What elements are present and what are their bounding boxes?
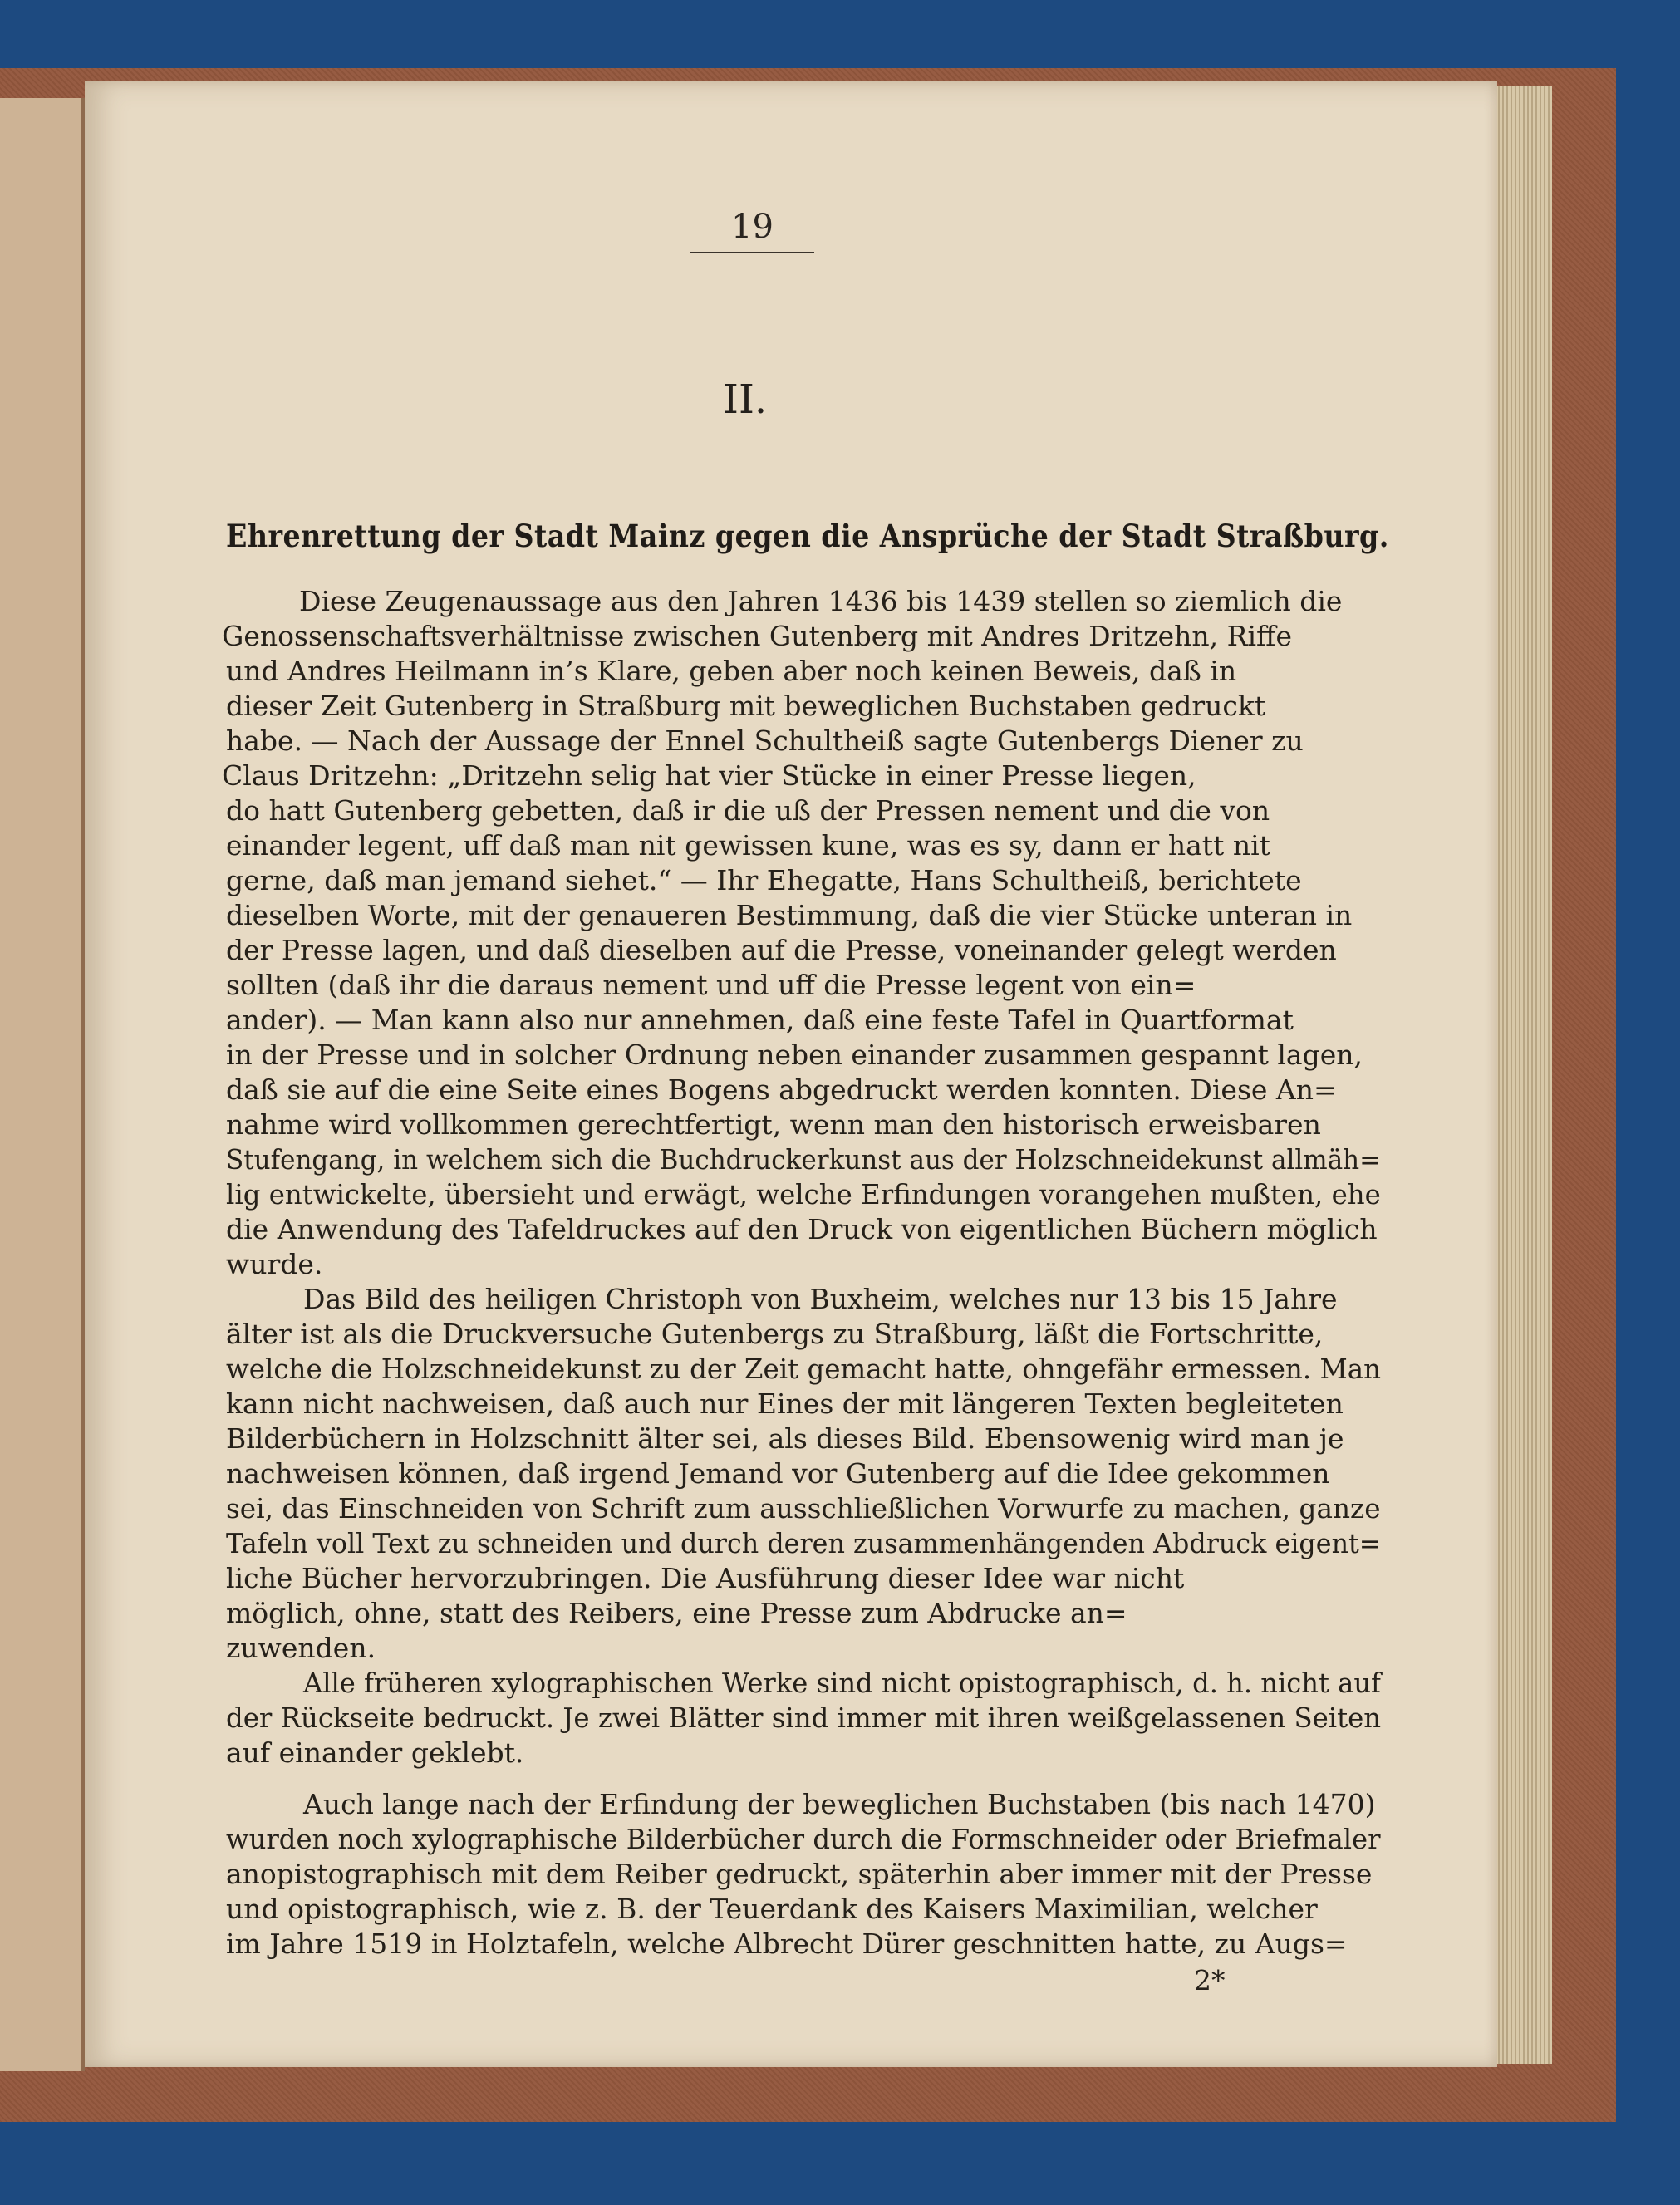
text-line: möglich, ohne, statt des Reibers, eine Presse zum Abdrucke an= [226, 1597, 1127, 1629]
signature-mark: 2* [1194, 1964, 1226, 1996]
chapter-title: Ehrenrettung der Stadt Mainz gegen die Ansprüche der Stadt Straßburg. [226, 518, 1389, 554]
text-line: dieselben Worte, mit der genaueren Bestimmung, daß die vier Stücke unteran in [226, 899, 1353, 931]
text-line: nachweisen können, daß irgend Jemand vor Gutenberg auf die Idee gekommen [226, 1457, 1330, 1490]
text-line: Tafeln voll Text zu schneiden und durch deren zusammenhängenden Abdruck eigent= [226, 1527, 1382, 1559]
text-line: Diese Zeugenaussage aus den Jahren 1436 bis 1439 stellen so ziemlich die [299, 585, 1343, 617]
text-line: welche die Holzschneidekunst zu der Zeit gemacht hatte, ohngefähr ermessen. Man [226, 1353, 1381, 1385]
text-line: do hatt Gutenberg gebetten, daß ir die uß der Pressen nement und die von [226, 794, 1270, 827]
text-line: kann nicht nachweisen, daß auch nur Eines der mit längeren Texten begleiteten [226, 1387, 1344, 1420]
text-line: sei, das Einschneiden von Schrift zum ausschließlichen Vorwurfe zu machen, ganze [226, 1492, 1381, 1525]
page-number-rule [690, 252, 814, 253]
text-line: Bilderbüchern in Holzschnitt älter sei, als dieses Bild. Ebensowenig wird man je [226, 1422, 1344, 1455]
book-page: 19 II. Ehrenrettung der Stadt Mainz gegen die Ansprüche der Stadt Straßburg. Diese Zeugenaussage aus den Jahren 1436 bis 1439 stellen so ziemlich die Genossenschaftsverhältnisse zwischen Gutenberg mit Andres Dritzehn, Riffe und Andres Heilmann in’s Klare, geben aber noch keinen Beweis, daß in dieser Zeit Gutenberg in Straßburg mit beweglichen Buchstaben gedruckt habe. — Nach der Aussage der Ennel Schultheiß sagte Gutenbergs Diener zu Claus Dritzehn: „Dritzehn selig hat vier Stücke in einer Presse liegen, do hatt Gutenberg gebetten, daß ir die uß der Pressen nement und die von einander legent, uff daß man nit gewissen kune, was es sy, dann er hatt nit gerne, daß man jemand siehet.“ — Ihr Ehegatte, Hans Schultheiß, berichtete dieselben Worte, mit der genaueren Bestimmung, daß die vier Stücke unteran in der Presse lagen, und daß dieselben auf die Presse, voneinander gelegt werden sollten (daß ihr die daraus nement und uff die Presse legent von ein= ander). — Man kann also nur annehmen, daß eine feste Tafel in Quartformat in der Presse und in solcher Ordnung neben einander zusammen gespannt lagen, daß sie auf die eine Seite eines Bogens abgedruckt werden konnten. Diese An= nahme wird vollkommen gerechtfertigt, wenn man den historisch erweisbaren Stufengang, in welchem sich die Buchdruckerkunst aus der Holzschneidekunst allmäh= lig entwickelte, übersieht und erwägt, welche Erfindungen vorangehen mußten, ehe die Anwendung des Tafeldruckes auf den Druck von eigentlichen Büchern möglich wurde. Das Bild des heiligen Christoph von Buxheim, welches nur 13 bis 15 Jahre älter ist als die Druckversuche Gutenbergs zu Straßburg, läßt die Fortschritte, welche die Holzschneidekunst zu der Zeit gemacht hatte, ohngefähr ermessen. Man kann nicht nachweisen, daß auch nur Eines der mit längeren Texten begleiteten Bilderbüchern in Holzschnitt älter sei, als dieses Bild. Ebensowenig wird man je nachweisen können, daß irgend Jemand vor Gutenberg auf die Idee gekommen sei, das Einschneiden von Schrift zum ausschließlichen Vorwurfe zu machen, ganze Tafeln voll Text zu schneiden und durch deren zusammenhängenden Abdruck eigent= liche Bücher hervorzubringen. Die Ausführung dieser Idee war nicht möglich, ohne, statt des Reibers, eine Presse zum Abdrucke an= zuwenden. Alle früheren xylographischen Werke sind nicht opistographisch, d. h. nicht auf der Rückseite bedruckt. Je zwei Blätter sind immer mit ihren weißgelassenen Seiten auf einander geklebt. Auch lange nach der Erfindung der beweglichen Buchstaben (bis nach 1470) wurden noch xylographische Bilderbücher durch die Formschneider oder Briefmaler anopistographisch mit dem Reiber gedruckt, späterhin aber immer mit der Presse und opistographisch, wie z. B. der Teuerdank des Kaisers Maximilian, welcher im Jahre 1519 in Holztafeln, welche Albrecht Dürer geschnitten hatte, zu Augs= 2* [85, 81, 1497, 2067]
text-line: auf einander geklebt. [226, 1736, 524, 1769]
text-line: nahme wird vollkommen gerechtfertigt, wenn man den historisch erweisbaren [226, 1108, 1321, 1141]
text-line: einander legent, uff daß man nit gewissen kune, was es sy, dann er hatt nit [226, 829, 1270, 862]
text-line: Genossenschaftsverhältnisse zwischen Gutenberg mit Andres Dritzehn, Riffe [222, 620, 1292, 652]
text-line: liche Bücher hervorzubringen. Die Ausführung dieser Idee war nicht [226, 1562, 1185, 1594]
text-line: ander). — Man kann also nur annehmen, daß eine feste Tafel in Quartformat [226, 1004, 1294, 1036]
text-line: wurde. [226, 1248, 323, 1280]
text-line: Claus Dritzehn: „Dritzehn selig hat vier Stücke in einer Presse liegen, [222, 759, 1196, 792]
text-line: wurden noch xylographische Bilderbücher durch die Formschneider oder Briefmaler [226, 1823, 1381, 1855]
text-line: in der Presse und in solcher Ordnung neben einander zusammen gespannt lagen, [226, 1039, 1363, 1071]
text-line: und Andres Heilmann in’s Klare, geben aber noch keinen Beweis, daß in [226, 655, 1237, 687]
text-line: dieser Zeit Gutenberg in Straßburg mit beweglichen Buchstaben gedruckt [226, 690, 1266, 722]
text-line: Stufengang, in welchem sich die Buchdruckerkunst aus der Holzschneidekunst allmäh= [226, 1143, 1382, 1176]
text-line: Das Bild des heiligen Christoph von Buxheim, welches nur 13 bis 15 Jahre [303, 1283, 1338, 1315]
text-line: im Jahre 1519 in Holztafeln, welche Albrecht Dürer geschnitten hatte, zu Augs= [226, 1928, 1348, 1960]
text-line: Auch lange nach der Erfindung der beweglichen Buchstaben (bis nach 1470) [303, 1788, 1376, 1820]
text-line: der Presse lagen, und daß dieselben auf die Presse, voneinander gelegt werden [226, 934, 1337, 966]
text-line: habe. — Nach der Aussage der Ennel Schultheiß sagte Gutenbergs Diener zu [226, 724, 1304, 757]
text-line: Alle früheren xylographischen Werke sind nicht opistographisch, d. h. nicht auf [303, 1667, 1381, 1699]
text-line: anopistographisch mit dem Reiber gedruckt, späterhin aber immer mit der Presse [226, 1858, 1373, 1890]
text-line: und opistographisch, wie z. B. der Teuerdank des Kaisers Maximilian, welcher [226, 1893, 1318, 1925]
text-line: gerne, daß man jemand siehet.“ — Ihr Ehegatte, Hans Schultheiß, berichtete [226, 864, 1302, 896]
text-line: die Anwendung des Tafeldruckes auf den Druck von eigentlichen Büchern möglich [226, 1213, 1378, 1245]
text-line: zuwenden. [226, 1632, 376, 1664]
text-line: älter ist als die Druckversuche Gutenbergs zu Straßburg, läßt die Fortschritte, [226, 1318, 1324, 1350]
text-line: sollten (daß ihr die daraus nement und uff die Presse legent von ein= [226, 969, 1196, 1001]
left-page-edge [0, 98, 85, 2071]
text-line: lig entwickelte, übersieht und erwägt, welche Erfindungen vorangehen mußten, ehe [226, 1178, 1381, 1211]
text-line: der Rückseite bedruckt. Je zwei Blätter sind immer mit ihren weißgelassenen Seiten [226, 1702, 1382, 1734]
text-line: daß sie auf die eine Seite eines Bogens abgedruckt werden konnten. Diese An= [226, 1073, 1337, 1106]
